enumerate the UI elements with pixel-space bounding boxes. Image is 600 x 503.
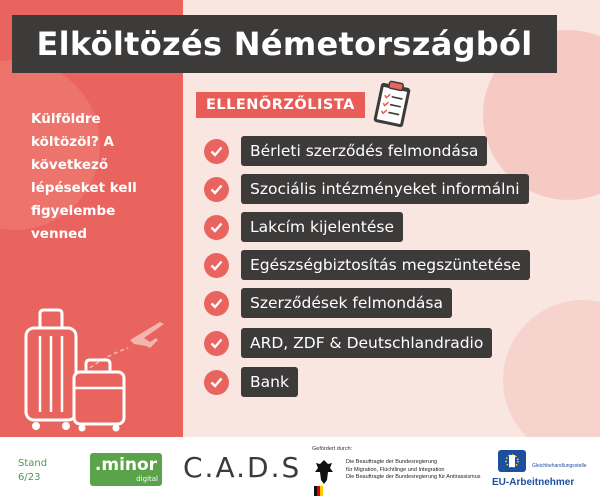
item-pill xyxy=(241,136,487,166)
list-item xyxy=(204,136,479,166)
minor-logo-text: .minor xyxy=(94,455,158,475)
item-pill xyxy=(241,288,452,318)
item-pill xyxy=(241,212,403,242)
item-label: Lakcím kijelentése xyxy=(250,218,394,236)
clipboard-checklist-icon xyxy=(370,78,414,132)
item-label: Szerződések felmondása xyxy=(250,294,444,312)
item-label: Egészségbiztosítás megszüntetése xyxy=(250,256,521,274)
check-circle-icon xyxy=(204,139,229,164)
funding-label: Gefördert durch: xyxy=(312,446,353,452)
list-item xyxy=(204,288,444,318)
government-line: Die Beauftragte der Bundesregierung xyxy=(346,459,438,465)
title-banner xyxy=(12,15,557,73)
item-label: Bérleti szerződés felmondása xyxy=(250,142,479,160)
item-label: ARD, ZDF & Deutschlandradio xyxy=(250,334,484,352)
item-label: Bank xyxy=(250,373,289,391)
suitcases-illustration xyxy=(22,300,182,437)
stand-label: Stand xyxy=(18,458,48,469)
minor-logo xyxy=(90,453,162,486)
stand-date xyxy=(18,457,47,485)
government-text xyxy=(346,459,481,482)
airplane-icon xyxy=(84,322,164,372)
list-item xyxy=(204,328,484,358)
check-circle-icon xyxy=(204,370,229,395)
government-line: Die Beauftragte der Bundesregierung für Antirassismus xyxy=(346,474,481,480)
check-circle-icon xyxy=(204,177,229,202)
list-item xyxy=(204,250,521,280)
check-circle-icon xyxy=(204,291,229,316)
list-item xyxy=(204,367,289,397)
suitcase-large xyxy=(26,310,76,430)
check-circle-icon xyxy=(204,331,229,356)
federal-eagle-icon xyxy=(314,458,334,496)
item-label: Szociális intézményeket informálni xyxy=(250,180,520,198)
minor-logo-subtext: digital xyxy=(136,475,158,483)
intro-text: Külföldre költözöl? A következő lépéseket kell figyelembe venned xyxy=(31,111,137,242)
item-pill xyxy=(241,367,298,397)
page-title: Elköltözés Németországból xyxy=(36,25,533,63)
decorative-blob xyxy=(503,300,600,437)
check-circle-icon xyxy=(204,215,229,240)
check-circle-icon xyxy=(204,253,229,278)
government-line: für Migration, Flüchtlinge und Integration xyxy=(346,466,445,473)
stand-value: 6/23 xyxy=(18,472,41,483)
eu-stars-icon xyxy=(494,446,530,476)
cads-logo: C.A.D.S xyxy=(183,451,302,484)
eu-arbeitnehmer-logo xyxy=(492,446,592,498)
item-pill xyxy=(241,328,492,358)
list-item xyxy=(204,212,394,242)
suitcase-small xyxy=(74,360,124,432)
eu-logo-small-text: Gleichbehandlungsstelle xyxy=(532,463,587,469)
checklist-label: ELLENŐRZŐLISTA xyxy=(206,97,355,113)
item-pill xyxy=(241,174,529,204)
item-pill xyxy=(241,250,530,280)
eu-logo-text: EU-Arbeitnehmer xyxy=(492,477,575,488)
list-item xyxy=(204,174,520,204)
checklist-badge xyxy=(196,92,365,118)
